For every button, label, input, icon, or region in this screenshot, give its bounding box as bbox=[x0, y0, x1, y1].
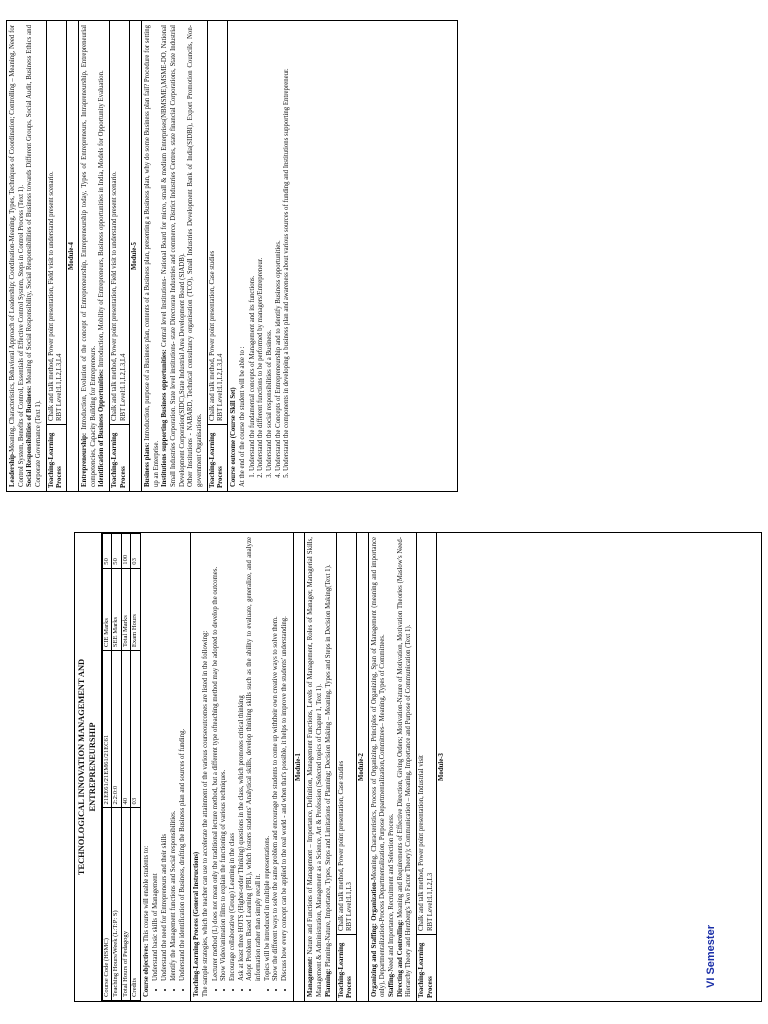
module-4-topic-entrepreneurship: Entrepreneurship: bbox=[80, 432, 88, 487]
tlp-list bbox=[212, 537, 290, 997]
module-3-topic-social: Social Responsibilities of Business: bbox=[26, 385, 34, 487]
info-cell: 2:2:0:0 bbox=[112, 651, 121, 808]
table-row bbox=[110, 21, 130, 491]
info-cell: CIE Marks bbox=[103, 568, 112, 650]
info-cell: Teaching Hours/Week (L:T:P: S) bbox=[112, 808, 121, 1001]
info-cell: Total Marks bbox=[121, 568, 130, 650]
module-4-topic-opportunities: Identification of Business Opportunities: bbox=[98, 368, 106, 487]
tl-value bbox=[110, 21, 130, 425]
table-row bbox=[112, 534, 121, 1001]
module-4-text-entrepreneurship: Introduction, Evolution of the concept of Entrepreneurship, Entrepreneurship today, Types of Entrepreneurs, Intrapreneurship, Entrepreneurial competencies, Capacity Building for Entrepreneurs. bbox=[80, 25, 97, 487]
info-cell: Exam Hours bbox=[131, 568, 140, 650]
module-2-heading: Module-2 bbox=[357, 533, 369, 1001]
module-5-teaching-table bbox=[208, 21, 228, 491]
list-item: • Adopt Problem Based Learning (PBL), which fosters students' Analytical skills, develop thinking skills such as the ability to evaluate, generalize, and analyze information rather than simply recall it. bbox=[246, 537, 263, 981]
module-2-text-staffing: Need and Importance, Recruitment and Selection Process. bbox=[387, 813, 395, 972]
tl-value bbox=[208, 21, 228, 425]
table-row bbox=[131, 534, 140, 1001]
course-title-line2: ENTREPRENEURSHIP bbox=[87, 722, 97, 812]
syllabus-table-part2 bbox=[6, 20, 458, 492]
info-cell: 50 bbox=[103, 534, 112, 569]
course-objectives bbox=[141, 533, 191, 1001]
module-2-topic-organizing: Organizing and Staffing: Organization- bbox=[370, 880, 378, 997]
info-cell: 03 bbox=[131, 651, 140, 808]
page-right-column bbox=[0, 16, 768, 492]
list-item: • Topics will be introduced in multiple representations. bbox=[264, 537, 273, 981]
rbt-level: RBT Level:L1,L2,L3 bbox=[426, 872, 434, 931]
course-info-table bbox=[102, 533, 141, 1001]
module-2-text-directing: Meaning and Requirements of Effective Direction, Giving Orders; Motivation-Nature of Motivation, Motivation Theories (Maslow's Need-Hierarchy Theory and Herzberg's Two Factor Theory); Communication – Meaning, Importance and Purpose of Communication (Text 1). bbox=[396, 537, 413, 997]
info-cell: Credits bbox=[131, 808, 140, 1001]
rbt-level: RBT Level:L1,L3 bbox=[346, 882, 354, 931]
tl-label: Teaching-Learning Process bbox=[337, 935, 357, 1002]
module-5-topic-business-plans: Business plans: bbox=[143, 442, 151, 487]
list-item: 5. Understand the components in developing a business plan and awareness about various sources of funding and Institutions supporting Entrepreneur. bbox=[283, 25, 292, 471]
page-left-column bbox=[0, 532, 768, 1002]
module-2-topic-staffing: Staffing- bbox=[387, 971, 395, 997]
course-title-line1: TECHNOLOGICAL INNOVATION MANAGEMENT AND bbox=[77, 658, 86, 876]
module-3-teaching-table bbox=[47, 21, 67, 491]
info-cell: 40 bbox=[121, 651, 130, 808]
module-1-text-planning: Planning-Nature, Importance, Types, Steps and Limitations of Planning; Decision Making – Meaning, Types and Steps in Decision Making(Text 1). bbox=[324, 564, 332, 969]
semester-heading: VI Semester bbox=[705, 925, 717, 988]
teaching-learning-general bbox=[191, 533, 294, 1001]
module-4-heading: Module-4 bbox=[67, 21, 79, 491]
module-5-text-other-institutions: Other Institutions - NABARD, Technical consultancy organisation (TCO), Small Industries Development Bank of India(SIDBI), Export Promotion Councils, Non-government Organisations. bbox=[187, 25, 204, 487]
table-row bbox=[47, 21, 67, 491]
table-row bbox=[121, 534, 130, 1001]
list-item: • Show the different ways to solve the same problem and encourage the students to come up withtheir own creative ways to solve them. bbox=[272, 537, 281, 981]
list-item: 2. Understand the different functions to be performed by managers/Entrepreneur. bbox=[257, 25, 266, 471]
list-item: 1. Understand the fundamental concepts of Management and its functions. bbox=[249, 25, 258, 471]
module-2-teaching-table bbox=[417, 533, 437, 1001]
outcomes-heading: Course outcome (Course Skill Set) bbox=[230, 387, 238, 487]
module-5-topic-institutions: Institutions supporting Business opportunities: bbox=[161, 349, 169, 487]
list-item: 4. Understand the Concepts of Entrepreneurship and to identify Business opportunities. bbox=[275, 25, 284, 471]
tl-label: Teaching-Learning Process bbox=[208, 425, 228, 492]
module-2-content bbox=[369, 533, 417, 1001]
module-3-topic-leadership: Leadership- bbox=[9, 451, 16, 487]
tl-method: Chalk and talk method, Power point presentation, Industrial visit bbox=[418, 755, 425, 931]
rbt-level: RBT Level:L1,L2,L3,L4 bbox=[119, 353, 127, 421]
list-item: • Identify the Management functions and Social responsibilities. bbox=[170, 537, 179, 981]
syllabus-table-part1 bbox=[74, 532, 762, 1002]
module-3-text-social: Meaning of Social Responsibility, Social Responsibilities of Business towards Different Groups, Social Audit, Business Ethics and Corporate Governance (Text 1). bbox=[26, 25, 43, 487]
tl-method: Chalk and talk method, Power point presentation, Case studies bbox=[208, 250, 216, 421]
module-3-text-leadership: Meaning, Characteristics, Behavioral Approach of Leadership; Coordination-Meaning, Types, Techniques of Coordination; Controlling – Meaning, Need for Control System, Benefits of Control, Essentials of Effective Control System, Steps in Control Process (Text 1). bbox=[9, 25, 25, 487]
tl-method: Chalk and talk method, Power point presentation, Field visit to understand present scenario. bbox=[47, 171, 55, 421]
outcomes-list bbox=[249, 25, 292, 487]
info-cell: 50 bbox=[112, 534, 121, 569]
module-5-text-business-plans: Introduction, purpose of a Business plan, contents of a Business plan, presenting a Business plan, why do some Business plan fail? Procedure for setting up an Enterprise. bbox=[143, 25, 160, 487]
info-cell: Course Code (HSMC) bbox=[103, 808, 112, 1001]
rbt-level: RBT Level:L1,L2,L3,L4 bbox=[217, 353, 225, 421]
module-1-content bbox=[305, 533, 336, 1001]
list-item: • Show Video/animation films to explain the functioning of various techniques. bbox=[220, 537, 229, 981]
list-item: • Ask at least three HOTS (Higher-order Thinking) questions in the class, which promotes critical thinking bbox=[238, 537, 247, 981]
objectives-list bbox=[152, 537, 187, 997]
rbt-level: RBT Level:L1,L2,L3,L4 bbox=[56, 353, 64, 421]
module-4-text-opportunities: Introduction, Mobility of Entrepreneurs, Business opportunities in India, Models for Opportunity Evaluation. bbox=[98, 70, 106, 369]
objectives-label: Course objectives: bbox=[142, 943, 150, 997]
tl-label: Teaching-Learning Process bbox=[47, 425, 67, 492]
module-5-heading: Module-5 bbox=[130, 21, 142, 491]
module-1-teaching-table bbox=[337, 533, 357, 1001]
objectives-intro: This course will enable students to: bbox=[142, 845, 150, 944]
tl-method: Chalk and talk method, Power point presentation, Case studies bbox=[337, 760, 345, 931]
tl-value bbox=[47, 21, 67, 425]
module-5-text-institutions: Central level Institutions- National Board for micro, small & medium Enterprises(NBMSME),MSME-DO, National Small Industries Corporation. State level institutions- state Directorate Industries and commerce, District Industries Centres, state financial Corporations, State Industrial Development Corporation(SIDC),State Industrial Area Development Board (SIADB). bbox=[161, 25, 186, 487]
tl-value bbox=[417, 533, 437, 935]
list-item: • Understand the identification of Business, drafting the Business plan and sources of funding. bbox=[179, 537, 188, 981]
list-item: • Understand the need for Entrepreneurs and their skills bbox=[161, 537, 170, 981]
list-item: • Understand basic skills of Management bbox=[152, 537, 161, 981]
list-item: • Encourage collaborative (Group) Learning in the class bbox=[229, 537, 238, 981]
course-title bbox=[75, 533, 102, 1001]
module-1-topic-planning: Planning: bbox=[324, 968, 332, 997]
list-item: 3. Understand the social responsibilities of a Business. bbox=[266, 25, 275, 471]
module-4-teaching-table bbox=[110, 21, 130, 491]
module-4-content bbox=[79, 21, 110, 491]
info-cell: Total Hours of Pedagogy bbox=[121, 808, 130, 1001]
tlp-heading: Teaching-Learning Process (General Instructions) bbox=[193, 851, 201, 997]
info-cell: 21EE61/21EM61/21EC61 bbox=[103, 651, 112, 808]
module-1-text-management: Nature and Functions of Management – Importance, Definition, Management Functions, Levels of Management, Roles of Manager, Managerial Skills, Management & Administration, Management as a Science, Art & Profession (Selected topics of Chapter 1, Text 1). bbox=[307, 537, 324, 997]
tl-label: Teaching-Learning Process bbox=[110, 425, 130, 492]
module-1-topic-management: Management: bbox=[307, 956, 315, 997]
module-1-heading: Module-1 bbox=[294, 533, 306, 1001]
module-3-heading: Module-3 bbox=[438, 753, 446, 781]
table-row bbox=[208, 21, 228, 491]
module-2-text-organizing: Meaning, Characteristics, Process of Organizing, Principles of Organizing, Span of Management (meaning and importance only), Departmentalization-Process Departmentalization, Purpose Departmentalization,Committees– Meaning, Types of Committees. bbox=[370, 537, 387, 997]
tl-label: Teaching-Learning Process bbox=[417, 935, 437, 1002]
info-cell: 03 bbox=[131, 534, 140, 569]
course-outcomes bbox=[228, 21, 295, 491]
table-row bbox=[417, 533, 437, 1001]
list-item: • Lecturer method (L) does not mean only the traditional lecture method, but a different type ofteaching method may be adopted to develop the outcomes. bbox=[212, 537, 221, 981]
tl-value bbox=[337, 533, 357, 935]
info-cell: 100 bbox=[121, 534, 130, 569]
list-item: • Discuss how every concept can be applied to the real world - and when that's possible, it helps to improve the students' understanding. bbox=[281, 537, 290, 981]
module-5-content bbox=[142, 21, 208, 491]
info-cell: SEE Marks bbox=[112, 568, 121, 650]
tl-method: Chalk and talk method, Power point presentation, Field visit to understand present scenario. bbox=[110, 171, 118, 421]
module-3-content bbox=[7, 21, 47, 491]
outcomes-intro: At the end of the course the student will be able to : bbox=[238, 346, 246, 487]
module-2-topic-directing: Directing and Controlling: bbox=[396, 919, 404, 997]
table-row bbox=[337, 533, 357, 1001]
tlp-intro: The sample strategies, which the teacher can use to accelerate the attainment of the various courseoutcomes are listed in the following: bbox=[201, 630, 209, 997]
table-row bbox=[103, 534, 112, 1001]
